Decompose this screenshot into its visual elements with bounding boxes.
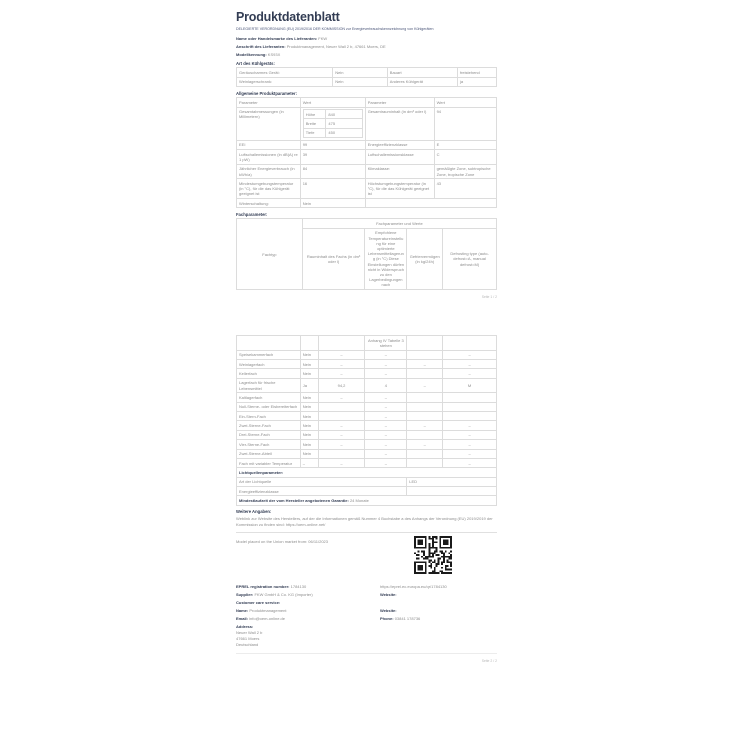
compartment-header-table [236,218,497,290]
table-row [237,164,497,179]
param-cell: Geräuscharmes Gerät: [237,68,333,77]
contact-name-label: Name: [236,607,249,613]
eprel-label: EPREL registration number: [236,583,290,589]
compartment-name: Kaltlagerfach [237,393,301,402]
compartment-present: Ja [300,378,318,393]
contact-name-value: Produktmanagement [249,607,287,613]
light-section-header-row [237,468,497,477]
general-params-table [236,97,497,208]
table-row [303,128,362,137]
light-section-header-label: Lichtquellenparameter: [239,469,284,475]
eprel-link[interactable]: https://eprel.ec.europa.eu/qr/1784130 [380,583,447,589]
model-id-label: Modellkennung: [236,52,267,57]
compartment-volume [318,412,365,421]
dim-value: 450 [326,128,362,137]
phone-value: 03841 178736 [394,615,421,621]
empty-cell [300,336,318,351]
page-title: Produktdatenblatt [236,10,340,24]
guarantee-value: 24 Monate [349,498,369,504]
compartment-table [236,335,497,506]
compartment-capacity [407,402,443,411]
table-header-row [237,219,497,228]
compartment-volume [318,402,365,411]
compartment-defrost [443,393,497,402]
compartment-capacity [407,369,443,378]
dim-label: Höhe [303,110,326,119]
compartment-present: Nein [300,369,318,378]
dim-value: 840 [326,110,362,119]
regulation-text: DELEGIERTE VERORDNUNG (EU) 2019/2016 DER KOMMISSION zur Energieverbrauchskennzeichnung von Kühlgeräten [236,27,434,31]
compartment-temp: – [365,440,407,449]
compartment-volume [318,449,365,458]
compartment-row [237,393,497,402]
general-section-header: Allgemeine Produktparameter: [236,90,297,96]
compartment-name: Drei-Sterne-Fach [237,430,301,439]
address-line: Neuer Wall 2 b [236,629,263,635]
param-cell: Winterschaltung: [237,199,301,208]
contact-name-row [236,608,497,613]
compartment-row [237,402,497,411]
table-header-row [237,98,497,107]
divider [236,653,497,654]
compartment-volume: – [318,350,365,359]
column-header: Wert [300,98,365,107]
column-header: Gefriervermögen (in kg/24h) [407,228,443,289]
phone-label: Phone: [380,615,394,621]
supplier-row [236,592,497,597]
eprel-value: 1784130 [290,583,307,589]
value-cell [407,487,497,496]
compartment-row [237,421,497,430]
compartment-capacity: – [407,378,443,393]
compartment-temp: – [365,402,407,411]
table-row [237,150,497,165]
compartment-volume: – [318,421,365,430]
param-cell: Energieeffizienzklasse [365,140,434,149]
compartment-name: Vier-Sterne-Fach [237,440,301,449]
compartment-present: Nein [300,449,318,458]
supplier-name-row [236,36,497,41]
param-cell: Höchstumgebungstemperatur (in °C), für die das Kühlgerät geeignet ist [365,179,434,199]
value-cell: 39 [300,150,365,165]
compartment-volume: – [318,458,365,467]
value-cell: C [434,150,496,165]
value-cell: Nein [333,77,388,86]
website-label: Website: [380,591,397,597]
param-cell: Art der Lichtquelle [237,477,407,486]
compartment-defrost: – [443,458,497,467]
compartment-temp: – [365,412,407,421]
placed-on-market-value: 06/11/2023 [308,539,329,545]
compartment-row [237,412,497,421]
param-cell: Klimaklasse: [365,164,434,179]
page-number: Seite 2 / 2 [481,658,497,663]
table-header-row [237,336,497,351]
placed-on-market-row [236,539,497,544]
table-row [237,68,497,77]
address-block [236,624,497,648]
column-header-continuation: Anhang IV Tabelle 3 stehen [365,336,407,351]
winter-setting-row [237,199,497,208]
dim-label: Tiefe [303,128,326,137]
market-info-section [236,532,497,654]
empty-cell [237,336,301,351]
compartment-defrost: – [443,360,497,369]
compartment-volume: 94,2 [318,378,365,393]
compartment-present: Nein [300,350,318,359]
guarantee-cell [237,496,497,505]
guarantee-label: Mindestlaufzeit der vom Hersteller angebotenen Garantie: [239,498,349,504]
dimensions-subtable-cell [300,107,365,140]
manufacturer-weblink-paragraph [236,516,497,527]
param-cell: Gesamtabmessungen (in Millimetern) [237,107,301,140]
compartment-capacity [407,430,443,439]
compartment-defrost: – [443,350,497,359]
compartment-temp: 4 [365,378,407,393]
dimensions-row [237,107,497,140]
compartment-defrost: M [443,378,497,393]
manufacturer-website-link[interactable]: https://oem-online.net/ [285,521,326,527]
param-cell: Mindestumgebungstemperatur (in °C), für die das Kühlgerät geeignet ist [237,179,301,199]
compartment-name: Kellerfach [237,369,301,378]
table-row [303,119,362,128]
compartment-volume: – [318,440,365,449]
compartment-present: Nein [300,402,318,411]
compartment-defrost [443,402,497,411]
compartment-defrost [443,412,497,421]
compartment-capacity [407,458,443,467]
dim-label: Breite [303,119,326,128]
compartment-row [237,449,497,458]
value-cell: gemäßigte Zone, subtropische Zone, tropische Zone [434,164,496,179]
compartment-row [237,350,497,359]
param-cell: Anderes Kühlgerät [387,77,457,86]
compartment-capacity [407,350,443,359]
compartment-temp: – [365,350,407,359]
compartment-temp: – [365,360,407,369]
value-cell: freistehend [457,68,496,77]
table-row [237,179,497,199]
compartment-volume: – [318,430,365,439]
compartment-present: Nein [300,360,318,369]
type-section-header: Art des Kühlgeräts: [236,60,275,66]
compartment-present: Nein [300,430,318,439]
compartment-present: – [300,458,318,467]
compartment-row [237,430,497,439]
qr-code [414,536,452,574]
page-number: Seite 1 / 2 [481,295,497,300]
compartment-name: Zwei-Sterne-Fach [237,421,301,430]
table-row [303,110,362,119]
light-section-header [237,468,497,477]
dim-value: 475 [326,119,362,128]
compartment-volume: – [318,360,365,369]
compartment-defrost: – [443,449,497,458]
value-cell: 43 [434,179,496,199]
page-2 [236,335,497,663]
empty-cell [318,336,365,351]
value-cell: 94 [434,107,496,140]
compartment-defrost: – [443,421,497,430]
compartment-temp: – [365,449,407,458]
column-header: Defrosting type (auto-defrost=A, manual defrost=M) [443,228,497,289]
value-cell: Nein [300,199,365,208]
compartment-row [237,458,497,467]
address-line: 47661 Moers [236,635,260,641]
compartment-volume: – [318,369,365,378]
compartment-defrost: – [443,440,497,449]
type-table [236,67,497,87]
compartment-row [237,369,497,378]
empty-cell [443,336,497,351]
product-datasheet [236,0,497,663]
compartment-defrost: – [443,430,497,439]
compartment-name: Fach mit variabler Temperatur [237,458,301,467]
value-cell: LED [407,477,497,486]
address-label: Address: [236,623,254,629]
supplier-name-value: FKW [318,36,328,42]
param-cell: Energieeffizienzklasse [237,487,407,496]
compartment-capacity [407,393,443,402]
compartment-defrost: – [443,369,497,378]
param-cell: Weinlagerschrank: [237,77,333,86]
param-cell: Luftschallemissionsklasse [365,150,434,165]
compartment-capacity: – [407,360,443,369]
value-cell: 16 [300,179,365,199]
param-cell: Bauart [387,68,457,77]
light-class-row [237,487,497,496]
column-header: Rauminhalt des Fachs (in dm³ oder l) [302,228,365,289]
column-header: Fachtyp [237,219,303,290]
column-header: Parameter [237,98,301,107]
supplier-address-row [236,44,497,49]
compartment-name: Ein-Stern-Fach [237,412,301,421]
value-cell: 84 [300,164,365,179]
compartment-name: Speisekammerfach [237,350,301,359]
supplier-label: Supplier: [236,591,254,597]
compartment-name: Weinlagerfach [237,360,301,369]
compartment-temp: – [365,393,407,402]
column-header: Empfohlene Temperatureinstellung für eine optimierte Lebensmittellagerung (in °C) Diese Einstellungen dürfen nicht in Widerspruch zu den Lagerbedingungen nach [365,228,407,289]
compartment-present: Nein [300,421,318,430]
value-cell: Nein [333,68,388,77]
compartment-name: Lagerfach für frische Lebensmittel [237,378,301,393]
compartment-temp: – [365,421,407,430]
compartment-capacity: – [407,440,443,449]
spacer [236,547,497,581]
compartment-present: Nein [300,440,318,449]
value-cell: ja [457,77,496,86]
model-id-value: KS93X [267,52,281,57]
compartment-volume: – [318,393,365,402]
contact-email-row [236,616,497,621]
value-cell: 99 [300,140,365,149]
group-header: Fachparameter und Werte [302,219,496,228]
compartment-row [237,378,497,393]
compartment-row [237,440,497,449]
model-id-row [236,52,497,57]
param-cell: EEI [237,140,301,149]
compartment-capacity [407,412,443,421]
placed-on-market-label: Model placed on the Union market from: [236,539,308,545]
compartment-temp: – [365,369,407,378]
further-info-header: Weitere Angaben: [236,509,272,515]
compartment-temp: – [365,430,407,439]
care-service-row [236,600,497,605]
compartment-name: Zwei-Sterne-Abteil [237,449,301,458]
param-cell: Jährlicher Energieverbrauch (in kWh/a) [237,164,301,179]
compartment-temp: – [365,458,407,467]
dimensions-subtable [303,109,363,138]
compartment-section-header: Fachparameter: [236,211,268,217]
column-header: Wert [434,98,496,107]
address-line: Deutschland [236,641,259,647]
light-source-row [237,477,497,486]
weblink-text: Weblink zur Website des Herstellers, auf der die Informationen gemäß Nummer 4 Buchstabe a des Anhangs der Verordnung (EU) 2019/2019 der Kommission zu finden sind: [236,516,493,527]
column-header: Parameter [365,98,434,107]
param-cell: Luftschallemissionen (in dB(A) re 1 pW) [237,150,301,165]
compartment-present: Nein [300,412,318,421]
empty-cell [365,199,496,208]
supplier-address-label: Anschrift des Lieferanten: [236,44,286,50]
compartment-name: Null-Sterne- oder Eisbereiterfach [237,402,301,411]
compartment-present: Nein [300,393,318,402]
supplier-value: FKW GmbH & Co. KG (Importer) [254,591,313,597]
supplier-address-value: Produktmanagement, Neuer Wall 2 b, 47661 Moers, DE [286,44,386,50]
compartment-row [237,360,497,369]
eprel-row [236,584,497,589]
guarantee-row [237,496,497,505]
care-service-header: Customer care service: [236,599,281,605]
empty-cell [407,336,443,351]
value-cell: E [434,140,496,149]
contact-email-label: Email: [236,615,249,621]
table-row [237,140,497,149]
param-cell: Gesamtrauminhalt (in dm³ oder l) [365,107,434,140]
website-label: Website: [380,607,397,613]
supplier-name-label: Name oder Handelsmarke des Lieferanten: [236,36,318,42]
page-1 [236,10,497,299]
compartment-capacity: – [407,421,443,430]
table-row [237,77,497,86]
contact-email-link[interactable]: info@oem-online.de [249,615,285,621]
compartment-capacity [407,449,443,458]
